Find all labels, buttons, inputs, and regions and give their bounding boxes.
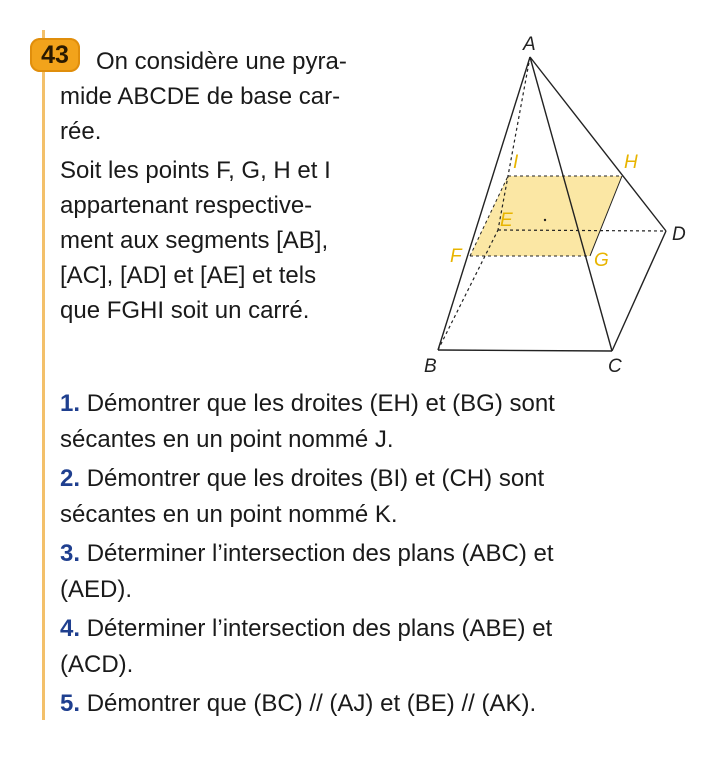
question-text: (ACD). [60, 651, 134, 678]
question-1 [60, 386, 692, 458]
question-number: 3. [60, 540, 81, 567]
intro-line-2: mide ABCDE de base car- [60, 83, 341, 110]
question-text: sécantes en un point nommé J. [60, 426, 394, 453]
label-c: C [608, 356, 622, 375]
intro-line-3: rée. [60, 118, 102, 145]
label-b: B [424, 356, 437, 375]
question-3 [60, 536, 692, 608]
statement-paragraph [60, 153, 398, 328]
pyramid-figure [400, 30, 710, 375]
intro-line-1: On considère une pyra- [96, 48, 347, 75]
statement-line-5: que FGHI soit un carré. [60, 297, 310, 324]
question-text: Déterminer l’intersection des plans (ABE) et [86, 615, 553, 642]
label-g: G [594, 250, 609, 271]
edge-cd [612, 231, 666, 351]
label-d: D [672, 224, 686, 245]
square-fghi [470, 176, 622, 256]
label-a: A [523, 34, 536, 55]
statement-line-4: [AC], [AD] et [AE] et tels [60, 262, 317, 289]
question-text: sécantes en un point nommé K. [60, 501, 398, 528]
label-e: E [500, 210, 513, 231]
margin-bar [42, 30, 45, 720]
question-2 [60, 461, 692, 533]
statement-line-3: ment aux segments [AB], [60, 227, 329, 254]
question-number: 1. [60, 390, 81, 417]
edge-be [438, 230, 498, 350]
questions-list [60, 386, 692, 725]
statement-line-2: appartenant respective- [60, 192, 313, 219]
question-number: 5. [60, 690, 81, 717]
label-h: H [624, 152, 638, 173]
question-5 [60, 686, 692, 722]
statement-line-1: Soit les points F, G, H et I [60, 157, 331, 184]
label-i: I [513, 152, 519, 173]
question-text: (AED). [60, 576, 132, 603]
label-f: F [450, 246, 462, 267]
question-text: Démontrer que (BC) // (AJ) et (BE) // (AK). [86, 690, 537, 717]
question-text: Déterminer l’intersection des plans (ABC) et [86, 540, 554, 567]
exercise-number: 43 [41, 40, 69, 69]
question-text: Démontrer que les droites (EH) et (BG) sont [86, 390, 555, 417]
question-4 [60, 611, 692, 683]
question-text: Démontrer que les droites (BI) et (CH) sont [86, 465, 545, 492]
question-number: 4. [60, 615, 81, 642]
question-number: 2. [60, 465, 81, 492]
edge-bc [438, 350, 612, 351]
center-dot [544, 219, 546, 221]
exercise-statement [60, 44, 398, 328]
